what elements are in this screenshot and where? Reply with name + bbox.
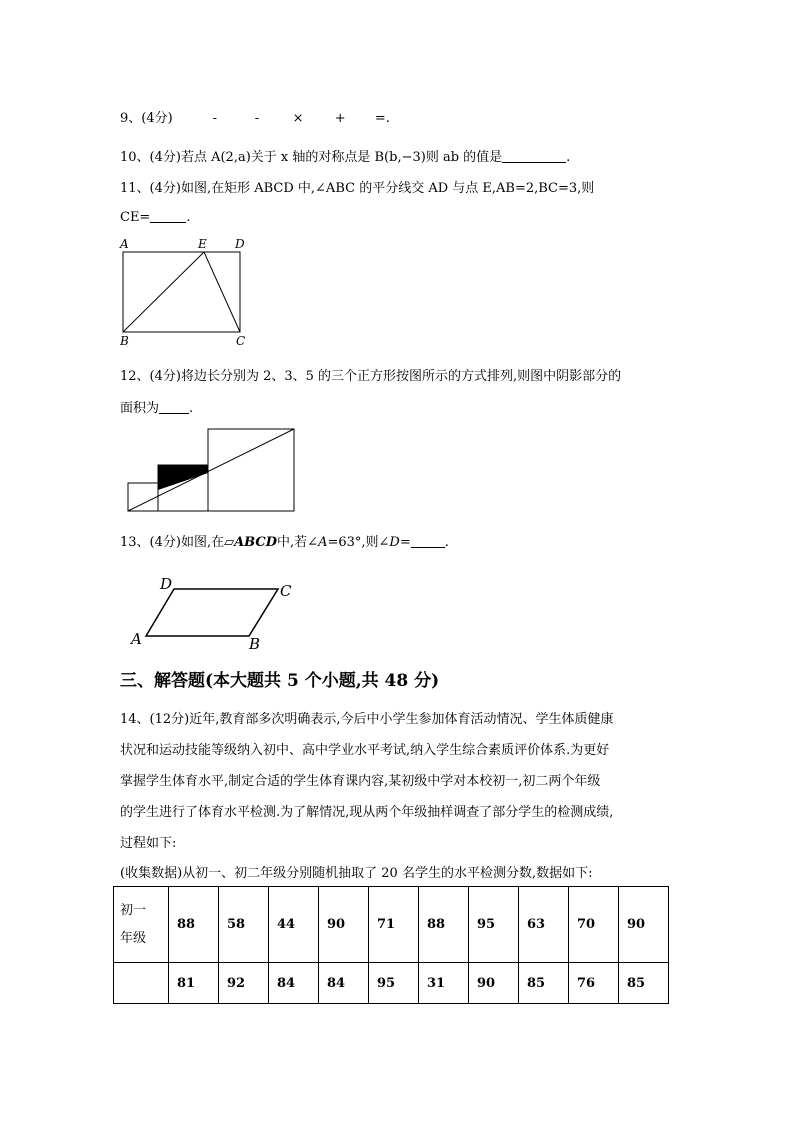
- q14-line-6: (收集数据)从初一、初二年级分别随机抽取了 20 名学生的水平检测分数,数据如下:: [120, 866, 593, 881]
- table-cell: 71: [369, 887, 419, 963]
- q13-prefix: 13、(4分)如图,在▱: [120, 535, 235, 550]
- q10-text: 10、(4分)若点 A(2,a)关于 x 轴的对称点是 B(b,−3)则 ab 的值是: [120, 150, 503, 165]
- q10-end: .: [566, 150, 571, 165]
- q9-op-2: -: [254, 111, 260, 126]
- q14-line-4: 的学生进行了体育水平检测.为了解情况,现从两个年级抽样调查了部分学生的检测成绩,: [120, 805, 614, 820]
- table-cell: 31: [419, 963, 469, 1004]
- q13-eq: =63°,则∠: [327, 535, 390, 550]
- table-cell: 88: [419, 887, 469, 963]
- label-d: D: [160, 575, 173, 593]
- label-c: C: [280, 582, 292, 600]
- score-table: [113, 886, 669, 1004]
- q13-eq2: =: [399, 535, 411, 550]
- q11-text-2: CE=: [120, 210, 151, 225]
- table-cell: 58: [219, 887, 269, 963]
- table-cell: 92: [219, 963, 269, 1004]
- q13-mid: 中,若∠: [277, 535, 319, 550]
- label-a: A: [120, 237, 129, 251]
- q9-op-1: -: [212, 111, 218, 126]
- table-cell: 95: [469, 887, 519, 963]
- question-11-line2: [120, 209, 190, 225]
- q9-op-4: +: [334, 111, 346, 126]
- q14-line-1: 14、(12分)近年,教育部多次明确表示,今后中小学生参加体育活动情况、学生体质健康: [120, 712, 614, 727]
- parallelogram-figure: [125, 570, 305, 652]
- table-cell: 84: [319, 963, 369, 1004]
- segment-ec: [204, 252, 240, 332]
- square-side-2: [128, 483, 158, 511]
- q11-answer-blank[interactable]: [150, 209, 186, 223]
- question-10: [120, 146, 570, 165]
- label-b: B: [120, 334, 129, 348]
- table-cell: 70: [569, 887, 619, 963]
- q11-text-1: 11、(4分)如图,在矩形 ABCD 中,∠ABC 的平分线交 AD 与点 E,AB=2,BC=3,则: [120, 181, 595, 196]
- shaded-region: [158, 465, 208, 490]
- q12-text-1: 12、(4分)将边长分别为 2、3、5 的三个正方形按图所示的方式排列,则图中阴影部分的: [120, 369, 622, 384]
- q9-op-5: =.: [374, 111, 390, 126]
- q14-line-2: 状况和运动技能等级纳入初中、高中学业水平考试,纳入学生综合素质评价体系.为更好: [120, 743, 610, 758]
- bisector-be: [123, 252, 204, 332]
- q13-abcd: ABCD: [234, 535, 278, 550]
- diagonal-line: [128, 429, 294, 511]
- row-head-grade-1: [114, 887, 169, 963]
- section-3-heading: 三、解答题(本大题共 5 个小题,共 48 分): [120, 671, 440, 691]
- table-cell: 85: [519, 963, 569, 1004]
- row-head-line-2: 年级: [120, 930, 147, 946]
- q12-end: .: [189, 401, 194, 416]
- question-13: [120, 531, 449, 550]
- q14-line-3: 掌握学生体育水平,制定合适的学生体育课内容,某初级中学对本校初一,初二两个年级: [120, 774, 601, 789]
- question-12-line1: [120, 365, 621, 384]
- q9-prefix: 9、(4分): [120, 111, 173, 126]
- row-head-empty: [114, 963, 169, 1004]
- q13-angle-a: A: [318, 535, 328, 550]
- rectangle-abcd-figure: [110, 234, 260, 350]
- square-side-5: [208, 429, 294, 511]
- table-cell: 44: [269, 887, 319, 963]
- question-12-line2: [120, 397, 193, 416]
- table-row: [114, 963, 669, 1004]
- three-squares-figure: [120, 424, 305, 516]
- q13-end: .: [444, 535, 449, 550]
- table-cell: 63: [519, 887, 569, 963]
- label-b: B: [249, 635, 261, 652]
- table-cell: 90: [469, 963, 519, 1004]
- q14-line-5: 过程如下:: [120, 836, 177, 851]
- table-cell: 76: [569, 963, 619, 1004]
- question-11-line1: [120, 177, 594, 196]
- label-c: C: [236, 334, 246, 348]
- table-cell: 95: [369, 963, 419, 1004]
- table-cell: 84: [269, 963, 319, 1004]
- row-head-line-1: 初一: [120, 902, 147, 918]
- parallelogram-abcd: [146, 589, 278, 636]
- q10-answer-blank[interactable]: [502, 149, 566, 163]
- table-cell: 81: [169, 963, 219, 1004]
- q13-angle-d: D: [389, 535, 400, 550]
- table-row: [114, 887, 669, 963]
- q12-text-2: 面积为: [120, 401, 160, 416]
- q11-end: .: [186, 210, 191, 225]
- label-d: D: [235, 237, 245, 251]
- q9-op-3: ×: [292, 111, 304, 126]
- table-cell: 85: [619, 963, 669, 1004]
- table-cell: 88: [169, 887, 219, 963]
- question-9: [120, 107, 401, 126]
- table-cell: 90: [619, 887, 669, 963]
- q13-answer-blank[interactable]: [411, 534, 445, 548]
- q12-answer-blank[interactable]: [159, 400, 189, 414]
- label-e: E: [198, 237, 207, 251]
- label-a: A: [131, 630, 142, 648]
- table-cell: 90: [319, 887, 369, 963]
